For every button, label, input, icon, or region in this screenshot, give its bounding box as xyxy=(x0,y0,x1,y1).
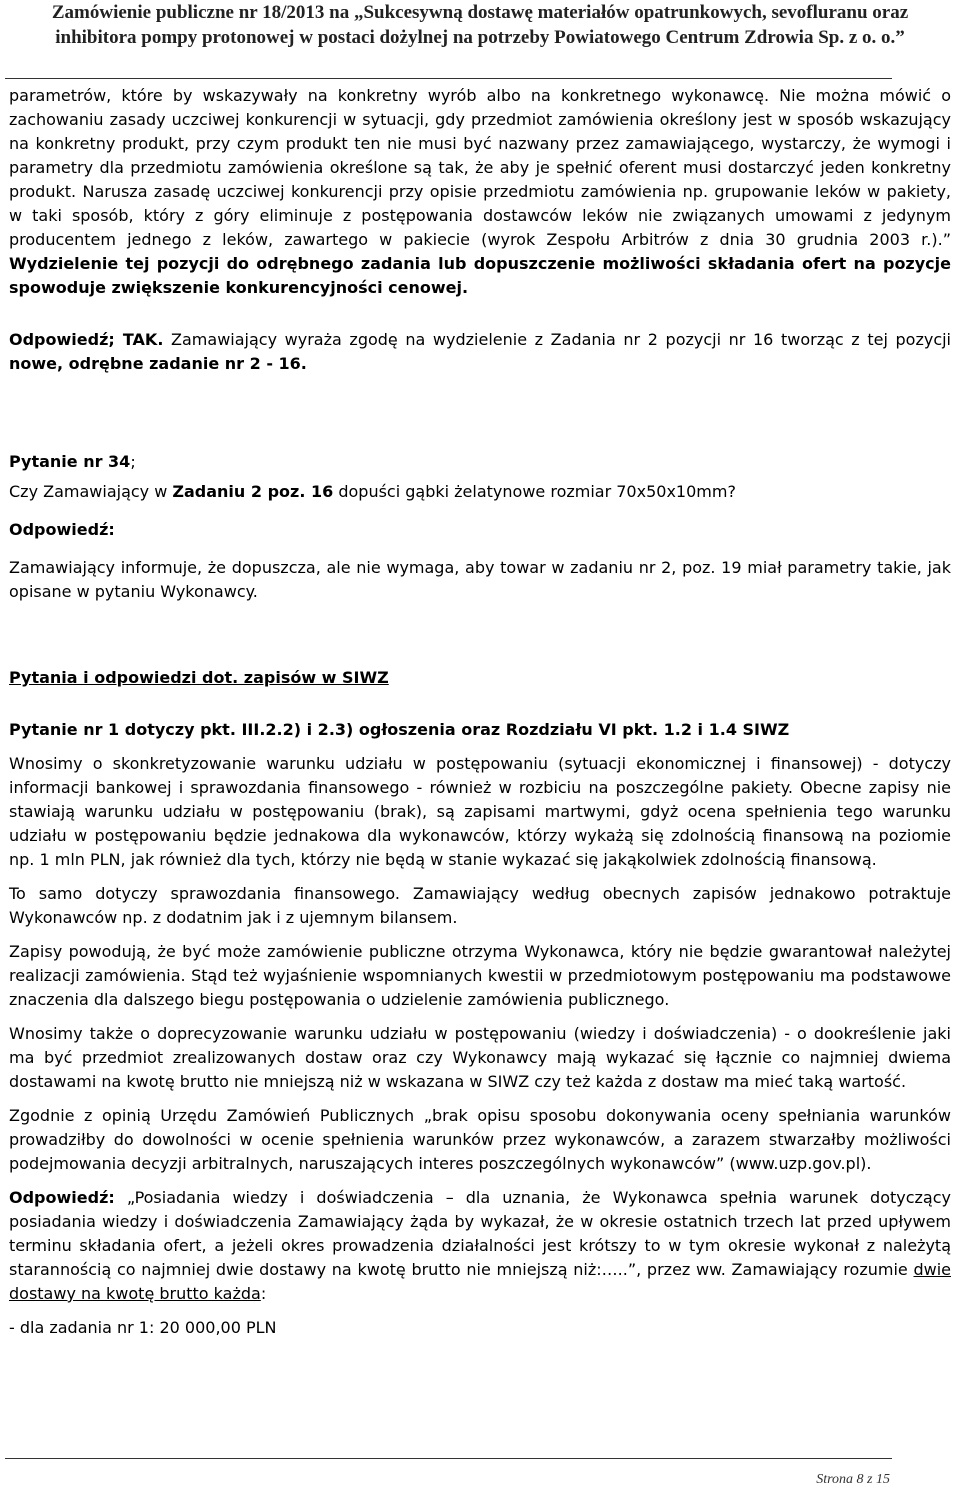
siwz-paragraph-b: To samo dotyczy sprawozdania finansowego. Zamawiający według obecnych zapisów jednakowo potraktuje Wykonawców np. z dodatnim jak i z ujemnym bilansem. xyxy=(9,884,951,927)
siwz-amount-line: - dla zadania nr 1: 20 000,00 PLN xyxy=(9,1318,277,1337)
siwz-answer: Odpowiedź: „Posiadania wiedzy i doświadczenia – dla uznania, że Wykonawca spełnia warunek dotyczący posiadania wiedzy i doświadczenia Zamawiający żąda by wykazał, że w okresie ostatnich trzech lat przed upływem terminu składania ofert, a jeżeli okres prowadzenia działalności jest krótszy to w tym okresie wykonał z należytą starannością co najmniej dwie dostawy na kwotę brutto nie mniejszą niż:…..”, przez ww. Zamawiający rozumie dwie dostawy na kwotę brutto każda: xyxy=(9,1188,951,1303)
siwz-answer-underlined: dwie dostawy na kwotę brutto każda xyxy=(9,1260,951,1303)
paragraph-bold-text: Wydzielenie tej pozycji do odrębnego zadania lub dopuszczenie możliwości składania ofert na pozycje spowoduje zwiększenie konkurencyjności cenowej. xyxy=(9,254,951,297)
section-heading: Pytania i odpowiedzi dot. zapisów w SIWZ xyxy=(9,668,389,687)
answer-text: Zamawiający wyraża zgodę na wydzielenie z Zadania nr 2 pozycji nr 16 tworząc z tej pozycji xyxy=(163,330,952,349)
answer-label: Odpowiedź; TAK. xyxy=(9,330,164,349)
answer-paragraph xyxy=(9,328,951,376)
question-34-text: Czy Zamawiający w Zadaniu 2 poz. 16 dopuści gąbki żelatynowe rozmiar 70x50x10mm? xyxy=(9,482,736,501)
question-34-answer-label: Odpowiedź: xyxy=(9,520,115,539)
siwz-paragraph-e: Zgodnie z opinią Urzędu Zamówień Publicznych „brak opisu sposobu dokonywania oceny spełniania warunków prowadziłby do dowolności w ocenie spełnienia warunków przez wykonawców, a zarazem stwarzałby możliwości podejmowania decyzji arbitralnych, naruszających interes poszczególnych wykonawców” (www.uzp.gov.pl). xyxy=(9,1106,951,1173)
question-title-bold: Pytanie nr 34 xyxy=(9,452,131,471)
paragraph-text: parametrów, które by wskazywały na konkretny wyrób albo na konkretnego wykonawcę. Nie można mówić o zachowaniu zasady uczciwej konkurencji w sytuacji, gdy przedmiot zamówienia określony jest w sposób wskazujący na konkretny produkt, przy czym produkt ten nie musi być nazwany przez zamawiającego, wystarczy, że wymogi i parametry dla przedmiotu zamówienia określone są tak, że aby je spełnić oferent musi dostarczyć jeden konkretny produkt. Narusza zasadę uczciwej konkurencji przy opisie przedmiotu zamówienia np. grupowanie leków w pakiety, w taki sposób, który z góry eliminuje z postępowania dostawców leków nie związanych umowami z jedynym producentem jednego z leków, zawartego w pakiecie (wyrok Zespołu Arbitrów z dnia 30 grudnia 2003 r.).” xyxy=(9,86,951,249)
answer-bold-text: nowe, odrębne zadanie nr 2 - 16. xyxy=(9,354,307,373)
page-number: Strona 8 z 15 xyxy=(816,1472,890,1487)
siwz-question-1-title: Pytanie nr 1 dotyczy pkt. III.2.2) i 2.3) ogłoszenia oraz Rozdziału VI pkt. 1.2 i 1.4 SIWZ xyxy=(9,720,790,739)
paragraph-continuation xyxy=(9,84,951,300)
document-body xyxy=(9,84,951,1340)
footer-rule xyxy=(5,1458,892,1459)
siwz-paragraph-a: Wnosimy o skonkretyzowanie warunku udziału w postępowaniu (sytuacji ekonomicznej i finansowej) - dotyczy informacji bankowej i sprawozdania finansowego - również w rozbiciu na poszczególne pakiety. Obecne zapisy nie stawiają warunku udziału w postępowaniu (brak), są zapisami martwymi, gdyż ocena spełnienia tego warunku udziału w postępowaniu będzie jednakowa dla wykonawców, którzy wykażą się zdolnością finansową na poziomie np. 1 mln PLN, jak również dla tych, którzy nie będą w stanie wykazać się jakąkolwiek zdolnością finansową. xyxy=(9,754,951,869)
question-34-title: Pytanie nr 34; xyxy=(9,452,136,471)
siwz-answer-label: Odpowiedź: xyxy=(9,1188,115,1207)
header-rule xyxy=(5,78,892,79)
document-header xyxy=(0,0,960,50)
question-34-answer-text: Zamawiający informuje, że dopuszcza, ale nie wymaga, aby towar w zadaniu nr 2, poz. 19 miał parametry takie, jak opisane w pytaniu Wykonawcy. xyxy=(9,558,951,601)
siwz-paragraph-d: Wnosimy także o doprecyzowanie warunku udziału w postępowaniu (wiedzy i doświadczenia) - o dookreślenie jaki ma być przedmiot zrealizowanych dostaw oraz czy Wykonawcy mają wykazać się łącznie co najmniej dwiema dostawami na kwotę brutto nie mniejszą niż w wskazana w SIWZ czy też każda z dostaw ma mieć taką wartość. xyxy=(9,1024,951,1091)
header-line-1: Zamówienie publiczne nr 18/2013 na „Sukcesywną dostawę materiałów opatrunkowych, sevofluranu oraz xyxy=(51,2,909,23)
header-line-2: inhibitora pompy protonowej w postaci dożylnej na potrzeby Powiatowego Centrum Zdrowia Sp. z o. o.” xyxy=(55,27,905,48)
siwz-paragraph-c: Zapisy powodują, że być może zamówienie publiczne otrzyma Wykonawca, który nie będzie gwarantował należytej realizacji zamówienia. Stąd też wyjaśnienie wspomnianych kwestii w przedmiotowym postępowaniu ma podstawowe znaczenia dla dalszego biegu postępowania o udzielenie zamówienia publicznego. xyxy=(9,942,951,1009)
